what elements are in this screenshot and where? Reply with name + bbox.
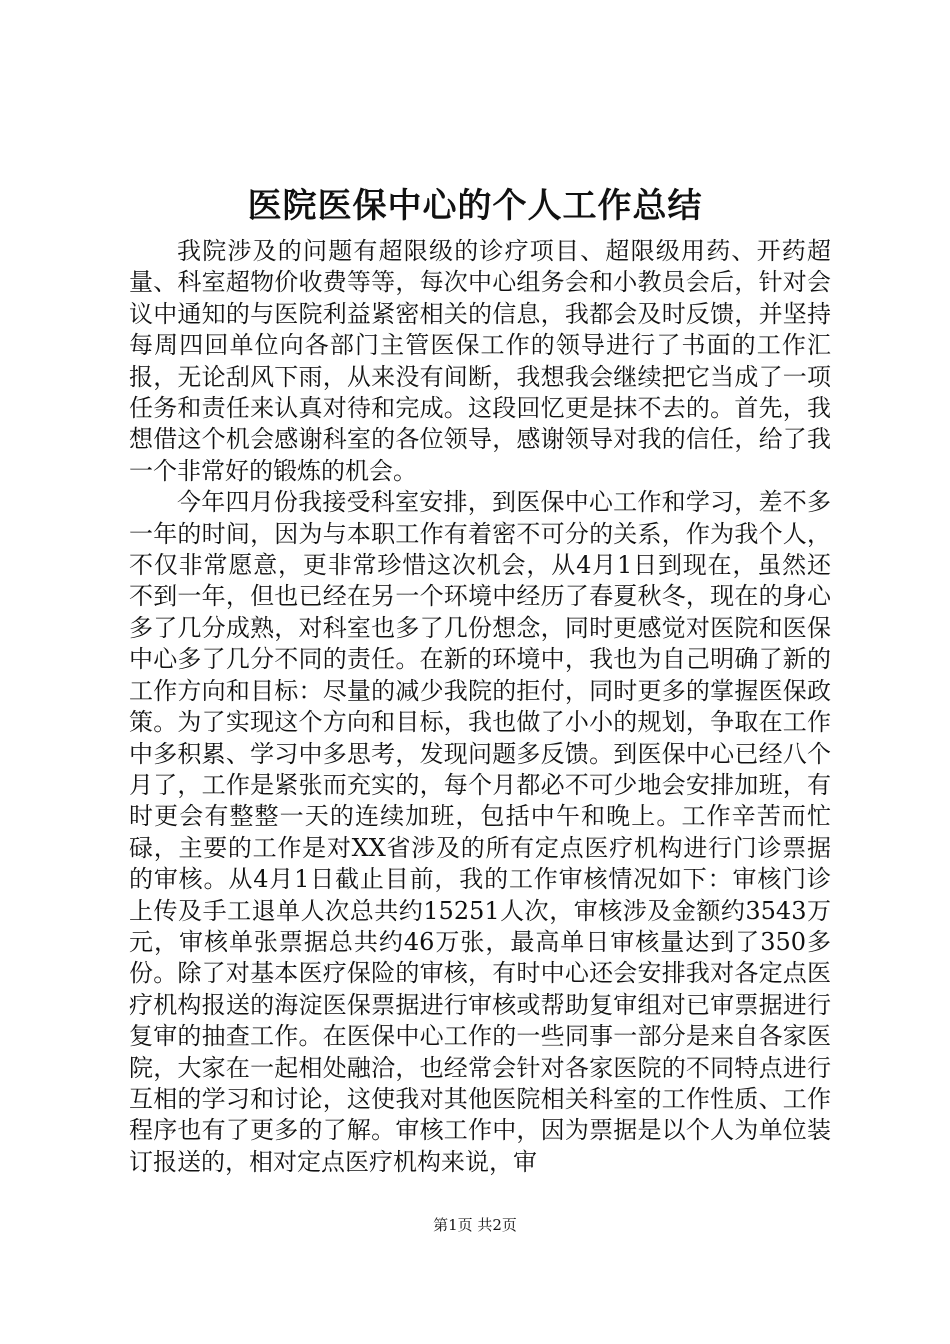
document-title: 医院医保中心的个人工作总结: [247, 186, 703, 226]
paragraph-2: 今年四月份我接受科室安排，到医保中心工作和学习，差不多一年的时间，因为与本职工作有着密不可分的关系，作为我个人，不仅非常愿意，更非常珍惜这次机会，从4月1日到现在，虽然还不到一年，但也已经在另一个环境中经历了春夏秋冬，现在的身心多了几分成熟，对科室也多了几份想念，同时更感觉对医院和医保中心多了几分不同的责任。在新的环境中，我也为自己明确了新的工作方向和目标：尽量的减少我院的拒付，同时更多的掌握医保政策。为了实现这个方向和目标，我也做了小小的规划，争取在工作中多积累、学习中多思考，发现问题多反馈。到医保中心已经八个月了，工作是紧张而充实的，每个月都必不可少地会安排加班，有时更会有整整一天的连续加班，包括中午和晚上。工作辛苦而忙碌，主要的工作是对XX省涉及的所有定点医疗机构进行门诊票据的审核。从4月1日截止目前，我的工作审核情况如下：审核门诊上传及手工退单人次总共约15251人次，审核涉及金额约3543万元，审核单张票据总共约46万张，最高单日审核量达到了350多份。除了对基本医疗保险的审核，有时中心还会安排我对各定点医疗机构报送的海淀医保票据进行审核或帮助复审组对已审票据进行复审的抽查工作。在医保中心工作的一些同事一部分是来自各家医院，大家在一起相处融洽，也经常会针对各家医院的不同特点进行互相的学习和讨论，这使我对其他医院相关科室的工作性质、工作程序也有了更多的了解。审核工作中，因为票据是以个人为单位装订报送的，相对定点医疗机构来说，审: [129, 488, 831, 1176]
paragraph-1: 我院涉及的问题有超限级的诊疗项目、超限级用药、开药超量、科室超物价收费等等，每次中心组务会和小教员会后，针对会议中通知的与医院利益紧密相关的信息，我都会及时反馈，并坚持每周四回单位向各部门主管医保工作的领导进行了书面的工作汇报，无论刮风下雨，从来没有间断，我想我会继续把它当成了一项任务和责任来认真对待和完成。这段回忆更是抹不去的。首先，我想借这个机会感谢科室的各位领导，感谢领导对我的信任，给了我一个非常好的锻炼的机会。: [129, 237, 831, 485]
document-body: [129, 236, 831, 1178]
page-footer: 第1页 共2页: [433, 1216, 517, 1234]
